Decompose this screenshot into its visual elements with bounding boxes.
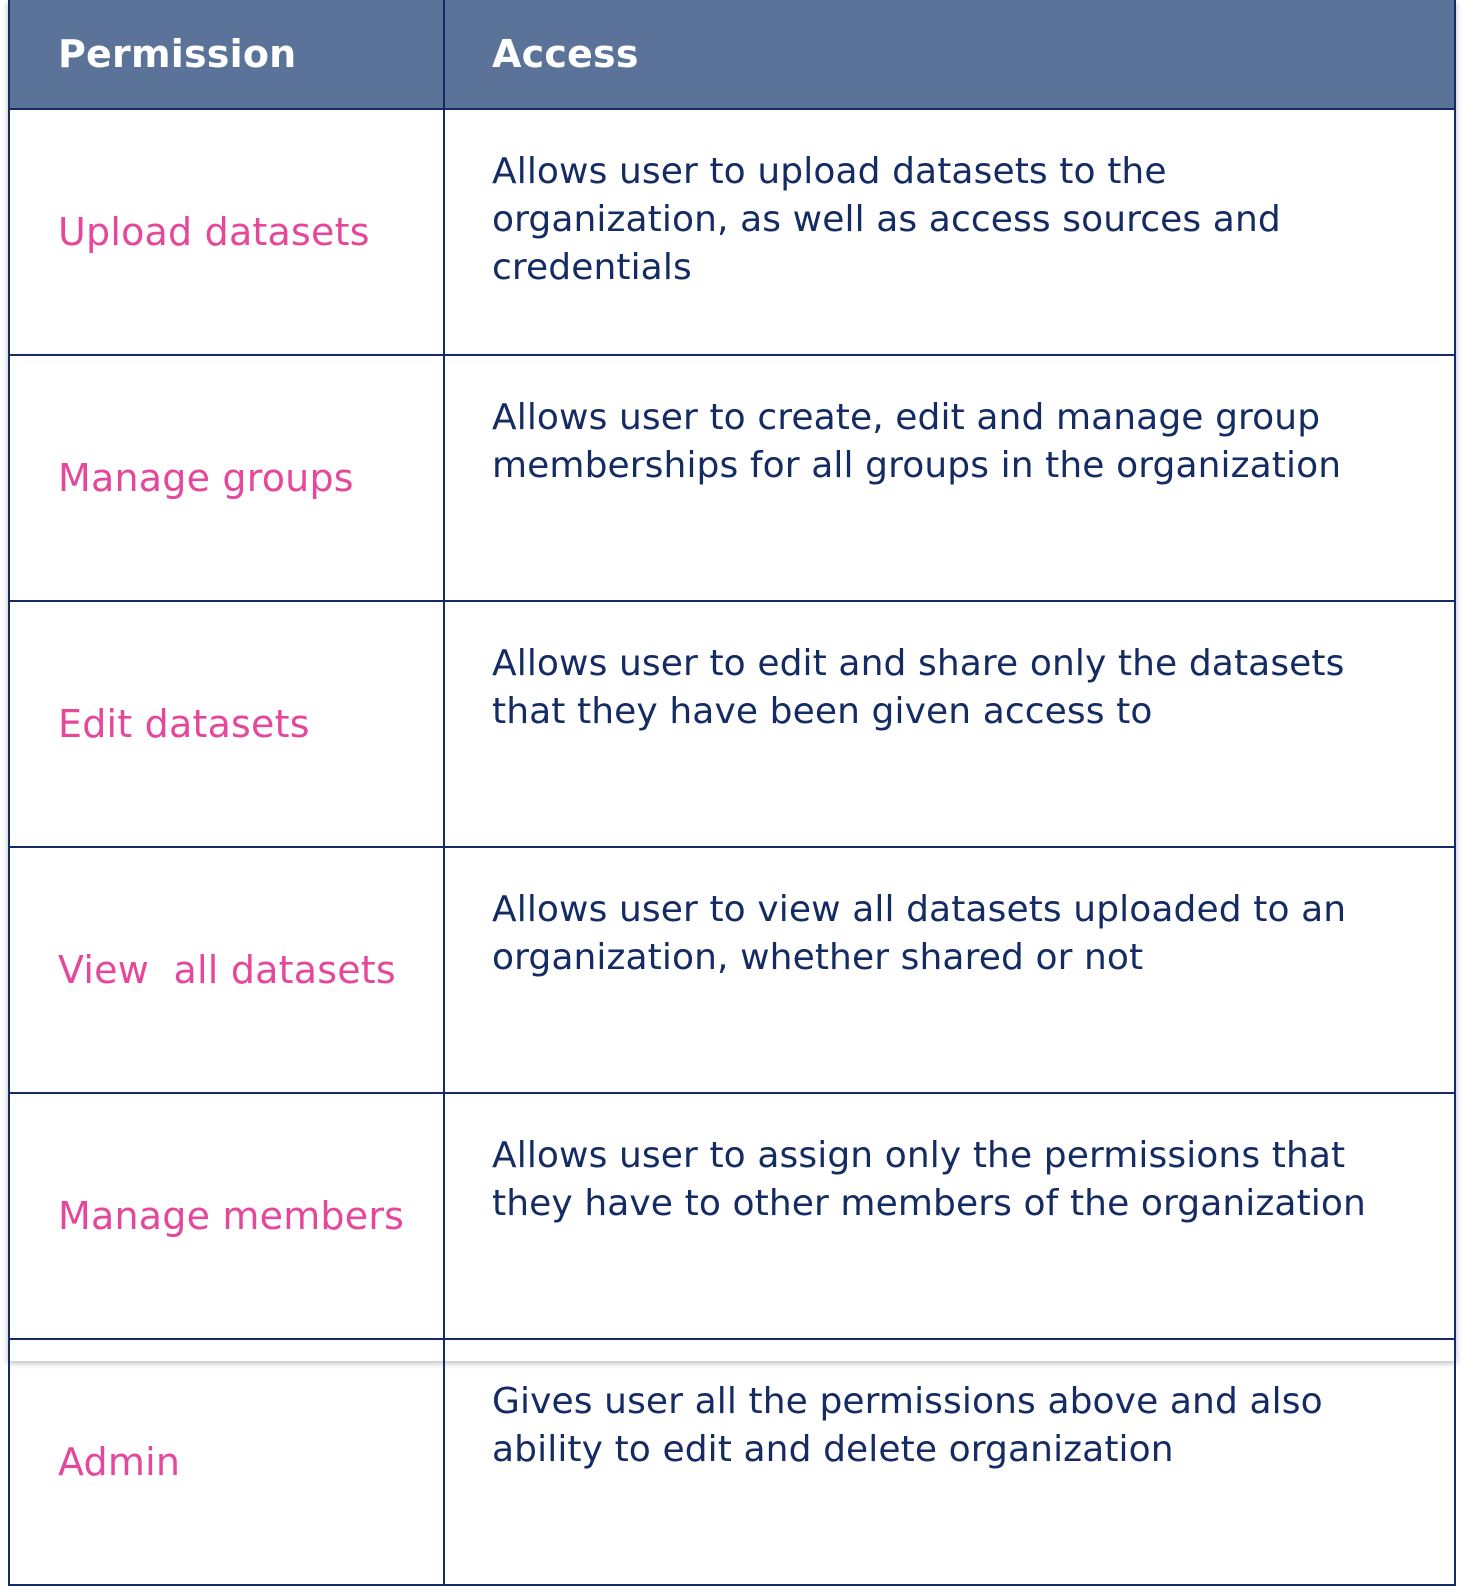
access-description: Allows user to edit and share only the datasets that they have been given access to (444, 601, 1455, 847)
permissions-table (8, 0, 1456, 1586)
table-header (9, 0, 1455, 109)
table-row (9, 847, 1455, 1093)
table-row (9, 1093, 1455, 1339)
table-row (9, 1339, 1455, 1585)
access-description: Gives user all the permissions above and also ability to edit and delete organization (444, 1339, 1455, 1585)
permission-name: Admin (9, 1339, 444, 1585)
permission-name: Edit datasets (9, 601, 444, 847)
permission-name: Upload datasets (9, 109, 444, 355)
access-description: Allows user to create, edit and manage group memberships for all groups in the organization (444, 355, 1455, 601)
table-body (9, 109, 1455, 1585)
permissions-table-container (8, 0, 1456, 1484)
header-row (9, 0, 1455, 109)
access-description: Allows user to upload datasets to the organization, as well as access sources and credentials (444, 109, 1455, 355)
access-description: Allows user to view all datasets uploaded to an organization, whether shared or not (444, 847, 1455, 1093)
header-access: Access (444, 0, 1455, 109)
table-row (9, 109, 1455, 355)
permission-name: Manage groups (9, 355, 444, 601)
header-permission: Permission (9, 0, 444, 109)
permission-name: View all datasets (9, 847, 444, 1093)
table-row (9, 355, 1455, 601)
table-row (9, 601, 1455, 847)
access-description: Allows user to assign only the permissions that they have to other members of the organization (444, 1093, 1455, 1339)
permission-name: Manage members (9, 1093, 444, 1339)
